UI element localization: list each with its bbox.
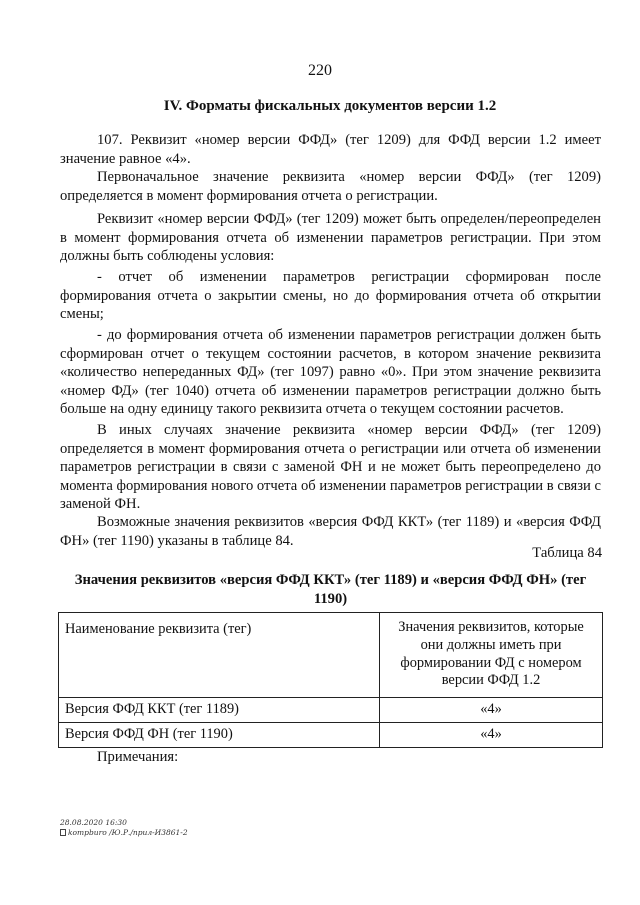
table-cell: Версия ФФД ФН (тег 1190) [59, 723, 380, 748]
paragraph-other-cases: В иных случаях значение реквизита «номер версии ФФД» (тег 1209) определяется в момент формирования отчета о регистрации или отчета об изменении параметров регистрации в связи с заменой ФН и не может быть переопределено до момента формирования нового отчета об изменении параметров регистрации в связи с заменой ФН. [60, 422, 601, 513]
table-header-row [59, 613, 603, 698]
paragraph-redefinition: Реквизит «номер версии ФФД» (тег 1209) может быть определен/переопределен в момент формирования отчета об изменении параметров регистрации. При этом должны быть соблюдены условия: [60, 211, 601, 265]
paragraph-initial-value: Первоначальное значение реквизита «номер версии ФФД» (тег 1209) определяется в момент формирования отчета о регистрации. [60, 169, 601, 204]
requisites-table [58, 612, 603, 748]
table-title: Значения реквизитов «версия ФФД ККТ» (тег 1189) и «версия ФФД ФН» (тег 1190) [74, 572, 587, 607]
table-cell: Версия ФФД ККТ (тег 1189) [59, 698, 380, 723]
notes-label: Примечания: [97, 749, 179, 765]
table-caption: Таблица 84 [532, 545, 602, 561]
footer-date: 28.08.2020 16:30 [60, 818, 127, 827]
table-cell: «4» [380, 698, 603, 723]
page-number: 220 [308, 62, 332, 79]
table-row [59, 698, 603, 723]
file-icon [60, 829, 66, 836]
paragraph-condition-2: - до формирования отчета об изменении параметров регистрации должен быть сформирован отчет о текущем состоянии расчетов, в котором значение реквизита «количество непереданных ФД» (тег 1097) равно «0». При этом значение реквизита «номер ФД» (тег 1040) отчета об изменении параметров регистрации должно быть больше на одну единицу такого реквизита отчета о текущем состоянии расчетов. [60, 327, 601, 418]
table-cell: «4» [380, 723, 603, 748]
footer-file: kompburo /Ю.Р./прил-И3861-2 [68, 828, 188, 837]
table-row [59, 723, 603, 748]
paragraph-possible-values: Возможные значения реквизитов «версия ФФД ККТ» (тег 1189) и «версия ФФД ФН» (тег 1190) указаны в таблице 84. [60, 514, 601, 549]
paragraph-107: 107. Реквизит «номер версии ФФД» (тег 1209) для ФФД версии 1.2 имеет значение равное «4». [60, 132, 601, 167]
section-heading: IV. Форматы фискальных документов версии 1.2 [163, 98, 497, 114]
table-header-cell: Значения реквизитов, которые они должны иметь при формировании ФД с номером версии ФФД 1.2 [380, 613, 603, 698]
paragraph-condition-1: - отчет об изменении параметров регистрации сформирован после формирования отчета о закрытии смены, но до формирования отчета об открытии смены; [60, 269, 601, 323]
footer-file-line [60, 828, 188, 837]
table-header-cell: Наименование реквизита (тег) [59, 613, 380, 698]
